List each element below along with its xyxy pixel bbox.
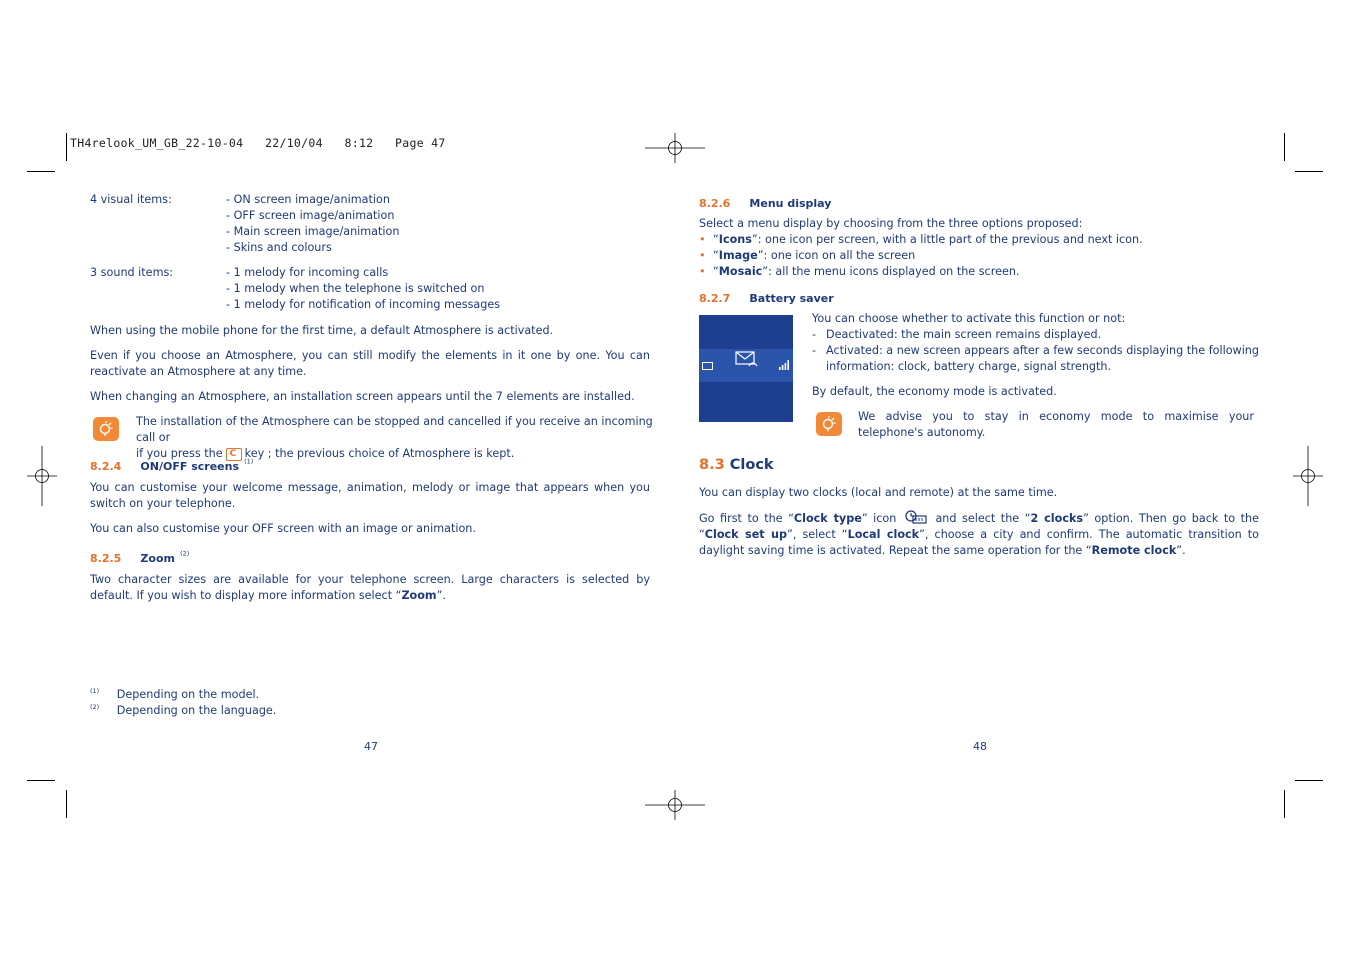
section-heading-824: 8.2.4 ON/OFF screens $^{(1)}$ xyxy=(90,457,254,473)
list-item: - OFF screen image/animation xyxy=(226,209,395,222)
list-item: - Activated: a new screen appears after a few seconds displaying the following information: clock, battery charge, signal strength. xyxy=(812,343,1259,375)
paragraph: You can customise your welcome message, animation, melody or image that appears when you switch on your telephone. xyxy=(90,481,650,510)
list-item: - Main screen image/animation xyxy=(226,225,400,238)
footnote: $^{(1)}$ Depending on the model. xyxy=(90,687,260,701)
print-slug: TH4relook_UM_GB_22-10-04 22/10/04 8:12 Page 47 xyxy=(70,136,446,150)
list-item: - ON screen image/animation xyxy=(226,193,390,206)
crop-mark xyxy=(66,790,67,818)
tip-line: The installation of the Atmosphere can be stopped and cancelled if you receive an incoming call or xyxy=(136,415,653,444)
paragraph: When using the mobile phone for the first time, a default Atmosphere is activated. xyxy=(90,324,554,337)
paragraph: Two character sizes are available for your telephone screen. Large characters is selected by default. If you wish to display more information select “Zoom”. xyxy=(90,573,650,602)
sound-items-label: 3 sound items: xyxy=(90,266,174,279)
section-heading-825: 8.2.5 Zoom $^{(2)}$ xyxy=(90,549,190,565)
list-item: - Deactivated: the main screen remains displayed. xyxy=(812,327,1259,343)
tip-icon xyxy=(93,417,119,441)
list-item: • “Mosaic”: all the menu icons displayed on the screen. xyxy=(699,264,1259,280)
list-item: • “Icons”: one icon per screen, with a little part of the previous and next icon. xyxy=(699,232,1259,248)
crop-mark xyxy=(1284,133,1285,161)
tip-icon xyxy=(816,412,842,436)
page-number: 48 xyxy=(973,740,987,753)
envelope-icon xyxy=(735,351,759,368)
list-item: - 1 melody for incoming calls xyxy=(226,266,389,279)
crop-mark xyxy=(27,171,55,172)
crop-mark xyxy=(27,780,55,781)
page-number: 47 xyxy=(364,740,378,753)
paragraph: When changing an Atmosphere, an installation screen appears until the 7 elements are installed. xyxy=(90,390,635,403)
paragraph: Even if you choose an Atmosphere, you can still modify the elements in it one by one. You can reactivate an Atmosphere at any time. xyxy=(90,349,650,378)
paragraph: You can choose whether to activate this function or not: xyxy=(812,312,1126,325)
tip-text: We advise you to stay in economy mode to maximise your telephone's autonomy. xyxy=(858,410,1254,439)
list-item: - Skins and colours xyxy=(226,241,332,254)
signal-strength-icon xyxy=(779,360,789,370)
paragraph: Select a menu display by choosing from the three options proposed: xyxy=(699,217,1083,230)
crop-mark xyxy=(1295,171,1323,172)
list-item: - 1 melody for notification of incoming messages xyxy=(226,298,501,311)
list-item: - 1 melody when the telephone is switched on xyxy=(226,282,485,295)
registration-mark-top xyxy=(645,133,705,163)
section-heading-83: 8.3 Clock xyxy=(699,457,774,473)
visual-items-list xyxy=(226,192,399,256)
menu-display-options xyxy=(699,232,1259,280)
battery-icon xyxy=(702,362,713,370)
crop-mark xyxy=(66,133,67,161)
section-heading-827: 8.2.7 Battery saver xyxy=(699,292,834,305)
registration-mark-bottom xyxy=(645,790,705,820)
section-heading-826: 8.2.6 Menu display xyxy=(699,197,832,210)
list-item: • “Image”: one icon on all the screen xyxy=(699,248,1259,264)
crop-mark xyxy=(1284,790,1285,818)
visual-items-label: 4 visual items: xyxy=(90,193,172,206)
battery-saver-options xyxy=(812,327,1259,375)
paragraph: Go first to the “Clock type” icon and select the “2 clocks” option. Then go back to the “Clock set up”, select “Local clock”, choose a city and confirm. The automatic transition to daylight saving time is activated. Repeat the same operation for the “Remote clock”. xyxy=(699,512,1260,557)
sound-items-list xyxy=(226,265,500,313)
registration-mark-left xyxy=(27,446,57,506)
crop-mark xyxy=(1295,780,1323,781)
paragraph: By default, the economy mode is activated. xyxy=(812,385,1057,398)
tip-line: if you press theC key ; the previous choice of Atmosphere is kept. xyxy=(136,446,656,462)
paragraph: You can also customise your OFF screen with an image or animation. xyxy=(90,522,476,535)
footnote: $^{(2)}$ Depending on the language. xyxy=(90,703,277,717)
registration-mark-right xyxy=(1293,446,1323,506)
phone-screen-image xyxy=(699,315,793,422)
paragraph: You can display two clocks (local and remote) at the same time. xyxy=(699,486,1058,499)
clock-type-icon xyxy=(905,510,927,524)
